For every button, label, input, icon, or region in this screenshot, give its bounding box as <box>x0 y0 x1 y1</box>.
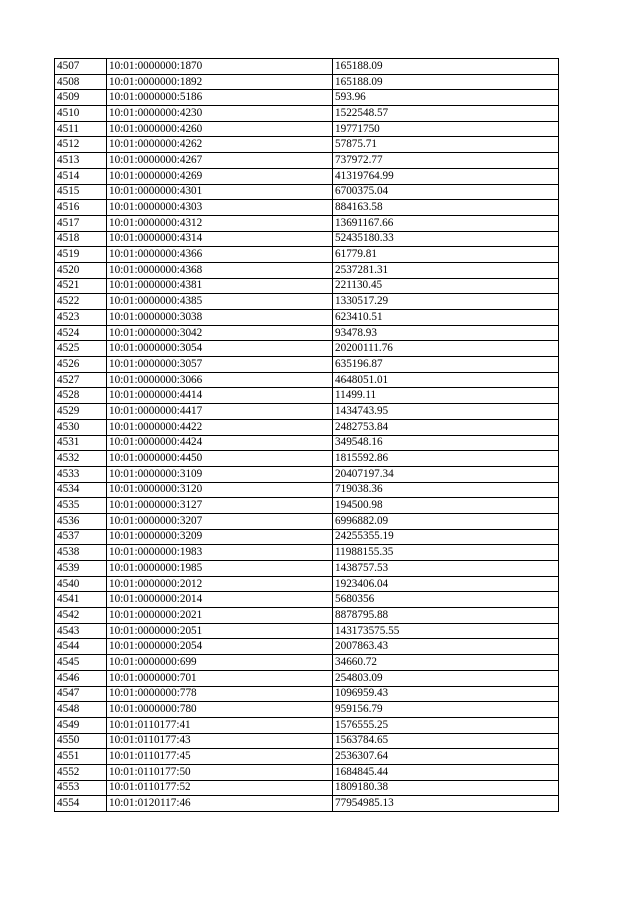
value-cell: 623410.51 <box>333 310 559 326</box>
cadastral-number-cell: 10:01:0000000:2054 <box>107 639 333 655</box>
table-row <box>55 153 559 169</box>
value-cell: 4648051.01 <box>333 372 559 388</box>
table-row <box>55 215 559 231</box>
row-number-cell: 4531 <box>55 435 107 451</box>
value-cell: 77954985.13 <box>333 796 559 812</box>
value-cell: 165188.09 <box>333 59 559 75</box>
cadastral-number-cell: 10:01:0000000:3038 <box>107 310 333 326</box>
row-number-cell: 4510 <box>55 106 107 122</box>
cadastral-number-cell: 10:01:0000000:3207 <box>107 513 333 529</box>
cadastral-number-cell: 10:01:0000000:4314 <box>107 231 333 247</box>
table-row <box>55 404 559 420</box>
cadastral-number-cell: 10:01:0000000:4262 <box>107 137 333 153</box>
row-number-cell: 4516 <box>55 200 107 216</box>
table-row <box>55 294 559 310</box>
value-cell: 5680356 <box>333 592 559 608</box>
cadastral-number-cell: 10:01:0000000:4267 <box>107 153 333 169</box>
table-row <box>55 764 559 780</box>
table-row <box>55 670 559 686</box>
row-number-cell: 4540 <box>55 576 107 592</box>
row-number-cell: 4544 <box>55 639 107 655</box>
table-row <box>55 168 559 184</box>
table-row <box>55 545 559 561</box>
table-row <box>55 90 559 106</box>
row-number-cell: 4545 <box>55 655 107 671</box>
row-number-cell: 4543 <box>55 623 107 639</box>
value-cell: 2482753.84 <box>333 419 559 435</box>
cadastral-number-cell: 10:01:0000000:1870 <box>107 59 333 75</box>
table-row <box>55 357 559 373</box>
value-cell: 6996882.09 <box>333 513 559 529</box>
row-number-cell: 4533 <box>55 466 107 482</box>
row-number-cell: 4534 <box>55 482 107 498</box>
value-cell: 959156.79 <box>333 702 559 718</box>
table-row <box>55 106 559 122</box>
cadastral-number-cell: 10:01:0000000:4230 <box>107 106 333 122</box>
row-number-cell: 4535 <box>55 498 107 514</box>
table-row <box>55 231 559 247</box>
value-cell: 1563784.65 <box>333 733 559 749</box>
cadastral-number-cell: 10:01:0000000:4417 <box>107 404 333 420</box>
cadastral-number-cell: 10:01:0000000:4422 <box>107 419 333 435</box>
cadastral-number-cell: 10:01:0000000:1892 <box>107 74 333 90</box>
cadastral-number-cell: 10:01:0000000:3066 <box>107 372 333 388</box>
cadastral-number-cell: 10:01:0000000:4260 <box>107 121 333 137</box>
table-row <box>55 780 559 796</box>
row-number-cell: 4527 <box>55 372 107 388</box>
table-row <box>55 655 559 671</box>
value-cell: 635196.87 <box>333 357 559 373</box>
value-cell: 221130.45 <box>333 278 559 294</box>
value-cell: 93478.93 <box>333 325 559 341</box>
value-cell: 19771750 <box>333 121 559 137</box>
row-number-cell: 4523 <box>55 310 107 326</box>
row-number-cell: 4515 <box>55 184 107 200</box>
table-row <box>55 702 559 718</box>
table-row <box>55 749 559 765</box>
row-number-cell: 4542 <box>55 608 107 624</box>
table-row <box>55 388 559 404</box>
value-cell: 165188.09 <box>333 74 559 90</box>
value-cell: 737972.77 <box>333 153 559 169</box>
value-cell: 194500.98 <box>333 498 559 514</box>
value-cell: 1438757.53 <box>333 561 559 577</box>
value-cell: 1330517.29 <box>333 294 559 310</box>
table-row <box>55 74 559 90</box>
table-row <box>55 262 559 278</box>
row-number-cell: 4536 <box>55 513 107 529</box>
cadastral-number-cell: 10:01:0000000:4301 <box>107 184 333 200</box>
table-row <box>55 278 559 294</box>
row-number-cell: 4518 <box>55 231 107 247</box>
row-number-cell: 4509 <box>55 90 107 106</box>
table-row <box>55 529 559 545</box>
table-row <box>55 576 559 592</box>
table-row <box>55 435 559 451</box>
value-cell: 1576555.25 <box>333 717 559 733</box>
value-cell: 11988155.35 <box>333 545 559 561</box>
value-cell: 1809180.38 <box>333 780 559 796</box>
value-cell: 593.96 <box>333 90 559 106</box>
table-row <box>55 623 559 639</box>
value-cell: 2537281.31 <box>333 262 559 278</box>
row-number-cell: 4541 <box>55 592 107 608</box>
row-number-cell: 4511 <box>55 121 107 137</box>
table-row <box>55 310 559 326</box>
cadastral-number-cell: 10:01:0000000:778 <box>107 686 333 702</box>
table-row <box>55 200 559 216</box>
value-cell: 2007863.43 <box>333 639 559 655</box>
table-row <box>55 498 559 514</box>
cadastral-number-cell: 10:01:0000000:5186 <box>107 90 333 106</box>
row-number-cell: 4514 <box>55 168 107 184</box>
cadastral-number-cell: 10:01:0110177:43 <box>107 733 333 749</box>
cadastral-number-cell: 10:01:0000000:2051 <box>107 623 333 639</box>
cadastral-number-cell: 10:01:0110177:41 <box>107 717 333 733</box>
cadastral-number-cell: 10:01:0000000:3042 <box>107 325 333 341</box>
row-number-cell: 4519 <box>55 247 107 263</box>
table-body <box>55 59 559 812</box>
cadastral-number-cell: 10:01:0120117:46 <box>107 796 333 812</box>
value-cell: 143173575.55 <box>333 623 559 639</box>
value-cell: 1684845.44 <box>333 764 559 780</box>
row-number-cell: 4513 <box>55 153 107 169</box>
row-number-cell: 4517 <box>55 215 107 231</box>
value-cell: 8878795.88 <box>333 608 559 624</box>
cadastral-number-cell: 10:01:0000000:1983 <box>107 545 333 561</box>
table-row <box>55 592 559 608</box>
value-cell: 1923406.04 <box>333 576 559 592</box>
table-row <box>55 184 559 200</box>
data-table <box>54 58 559 812</box>
cadastral-number-cell: 10:01:0000000:3054 <box>107 341 333 357</box>
cadastral-number-cell: 10:01:0110177:50 <box>107 764 333 780</box>
table-row <box>55 608 559 624</box>
table-row <box>55 639 559 655</box>
value-cell: 254803.09 <box>333 670 559 686</box>
value-cell: 2536307.64 <box>333 749 559 765</box>
row-number-cell: 4538 <box>55 545 107 561</box>
row-number-cell: 4524 <box>55 325 107 341</box>
value-cell: 719038.36 <box>333 482 559 498</box>
cadastral-number-cell: 10:01:0000000:701 <box>107 670 333 686</box>
table-row <box>55 466 559 482</box>
table-row <box>55 561 559 577</box>
cadastral-number-cell: 10:01:0000000:4368 <box>107 262 333 278</box>
row-number-cell: 4553 <box>55 780 107 796</box>
value-cell: 1096959.43 <box>333 686 559 702</box>
row-number-cell: 4539 <box>55 561 107 577</box>
value-cell: 11499.11 <box>333 388 559 404</box>
row-number-cell: 4521 <box>55 278 107 294</box>
table-row <box>55 341 559 357</box>
table-row <box>55 137 559 153</box>
table-row <box>55 686 559 702</box>
cadastral-number-cell: 10:01:0000000:4303 <box>107 200 333 216</box>
row-number-cell: 4549 <box>55 717 107 733</box>
value-cell: 6700375.04 <box>333 184 559 200</box>
row-number-cell: 4546 <box>55 670 107 686</box>
cadastral-number-cell: 10:01:0000000:4414 <box>107 388 333 404</box>
row-number-cell: 4530 <box>55 419 107 435</box>
row-number-cell: 4552 <box>55 764 107 780</box>
value-cell: 41319764.99 <box>333 168 559 184</box>
row-number-cell: 4507 <box>55 59 107 75</box>
value-cell: 1434743.95 <box>333 404 559 420</box>
cadastral-number-cell: 10:01:0000000:4366 <box>107 247 333 263</box>
table-row <box>55 419 559 435</box>
cadastral-number-cell: 10:01:0000000:4450 <box>107 451 333 467</box>
value-cell: 884163.58 <box>333 200 559 216</box>
table-row <box>55 796 559 812</box>
cadastral-number-cell: 10:01:0000000:4424 <box>107 435 333 451</box>
cadastral-number-cell: 10:01:0000000:1985 <box>107 561 333 577</box>
cadastral-number-cell: 10:01:0000000:2014 <box>107 592 333 608</box>
cadastral-number-cell: 10:01:0000000:2021 <box>107 608 333 624</box>
value-cell: 61779.81 <box>333 247 559 263</box>
table-row <box>55 247 559 263</box>
row-number-cell: 4554 <box>55 796 107 812</box>
table-row <box>55 59 559 75</box>
table-row <box>55 451 559 467</box>
cadastral-number-cell: 10:01:0000000:4269 <box>107 168 333 184</box>
table-row <box>55 733 559 749</box>
value-cell: 1815592.86 <box>333 451 559 467</box>
row-number-cell: 4529 <box>55 404 107 420</box>
table-row <box>55 717 559 733</box>
value-cell: 24255355.19 <box>333 529 559 545</box>
row-number-cell: 4550 <box>55 733 107 749</box>
cadastral-number-cell: 10:01:0000000:3120 <box>107 482 333 498</box>
cadastral-number-cell: 10:01:0000000:3209 <box>107 529 333 545</box>
cadastral-number-cell: 10:01:0000000:3057 <box>107 357 333 373</box>
row-number-cell: 4525 <box>55 341 107 357</box>
cadastral-number-cell: 10:01:0000000:699 <box>107 655 333 671</box>
value-cell: 1522548.57 <box>333 106 559 122</box>
cadastral-number-cell: 10:01:0000000:4381 <box>107 278 333 294</box>
row-number-cell: 4520 <box>55 262 107 278</box>
value-cell: 20200111.76 <box>333 341 559 357</box>
row-number-cell: 4551 <box>55 749 107 765</box>
value-cell: 13691167.66 <box>333 215 559 231</box>
value-cell: 57875.71 <box>333 137 559 153</box>
cadastral-number-cell: 10:01:0000000:2012 <box>107 576 333 592</box>
row-number-cell: 4547 <box>55 686 107 702</box>
cadastral-number-cell: 10:01:0000000:3127 <box>107 498 333 514</box>
value-cell: 34660.72 <box>333 655 559 671</box>
cadastral-number-cell: 10:01:0000000:780 <box>107 702 333 718</box>
table-row <box>55 325 559 341</box>
value-cell: 52435180.33 <box>333 231 559 247</box>
row-number-cell: 4548 <box>55 702 107 718</box>
row-number-cell: 4528 <box>55 388 107 404</box>
row-number-cell: 4522 <box>55 294 107 310</box>
table-row <box>55 372 559 388</box>
row-number-cell: 4526 <box>55 357 107 373</box>
table-row <box>55 121 559 137</box>
table-row <box>55 513 559 529</box>
cadastral-number-cell: 10:01:0000000:4385 <box>107 294 333 310</box>
row-number-cell: 4508 <box>55 74 107 90</box>
row-number-cell: 4512 <box>55 137 107 153</box>
cadastral-number-cell: 10:01:0000000:3109 <box>107 466 333 482</box>
table-row <box>55 482 559 498</box>
cadastral-number-cell: 10:01:0110177:45 <box>107 749 333 765</box>
row-number-cell: 4532 <box>55 451 107 467</box>
cadastral-number-cell: 10:01:0110177:52 <box>107 780 333 796</box>
value-cell: 349548.16 <box>333 435 559 451</box>
value-cell: 20407197.34 <box>333 466 559 482</box>
cadastral-number-cell: 10:01:0000000:4312 <box>107 215 333 231</box>
row-number-cell: 4537 <box>55 529 107 545</box>
